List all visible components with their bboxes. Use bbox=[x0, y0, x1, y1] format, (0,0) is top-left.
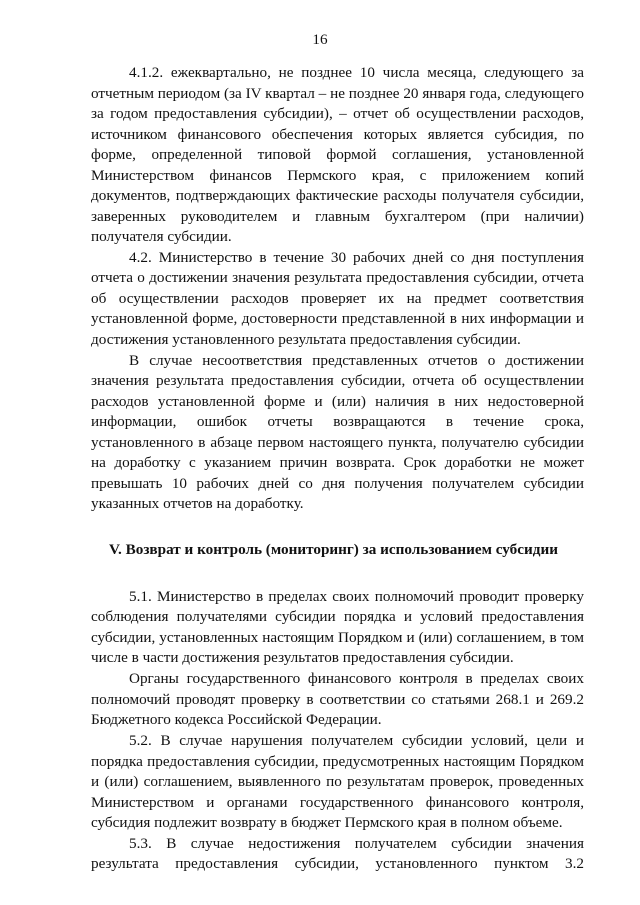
paragraph-4-2: 4.2. Министерство в течение 30 рабочих дней со дня поступления отчета о достижении значения результата предоставления субсидии, отчета об осуществлении расходов проверяет их на предмет соответствия установленной форме, достоверности представленной в них информации и достижения установленного результата предоставления субсидии. bbox=[91, 248, 584, 348]
paragraph-5-2: 5.2. В случае нарушения получателем субсидии условий, цели и порядка предоставления субсидии, предусмотренных настоящим Порядком и (или) соглашением, выявленного по результатам проверок, проведенных Министерством и органами государственного финансового контроля, субсидия подлежит возврату в бюджет Пермского края в полном объеме. bbox=[91, 732, 584, 832]
paragraph-5-3: 5.3. В случае недостижения получателем субсидии значения результата предоставления субсидии, установленного пунктом 3.2 bbox=[91, 834, 584, 873]
paragraph-financial-control: Органы государственного финансового контроля в пределах своих полномочий проводят проверку в соответствии со статьями 268.1 и 269.2 Бюджетного кодекса Российской Федерации. bbox=[91, 670, 584, 729]
document-body bbox=[91, 63, 584, 875]
page-number: 16 bbox=[312, 31, 328, 48]
paragraph-reports-mismatch: В случае несоответствия представленных отчетов о достижении значения результата предоставления субсидии, отчета об осуществлении расходов установленной форме и (или) наличия в них недостоверной информации, ошибок отчеты возвращаются в течение срока, установленного в абзаце первом настоящего пункта, получателю субсидии на доработку с указанием причин возврата. Срок доработки не может превышать 10 рабочих дней со дня получения получателем субсидии указанных отчетов на доработку. bbox=[91, 351, 584, 513]
paragraph-5-1: 5.1. Министерство в пределах своих полномочий проводит проверку соблюдения получателями субсидии порядка и условий предоставления субсидии, установленных настоящим Порядком и (или) соглашением, в том числе в части достижения результатов предоставления субсидии. bbox=[91, 587, 584, 667]
section-heading: V. Возврат и контроль (мониторинг) за использованием субсидии bbox=[109, 540, 558, 558]
paragraph-4-1-2: 4.1.2. ежеквартально, не позднее 10 числа месяца, следующего за отчетным периодом (за IV квартал – не позднее 20 января года, следующего за годом предоставления субсидии), – отчет об осуществлении расходов, источником финансового обеспечения которых является субсидия, по форме, определенной типовой формой соглашения, установленной Министерством финансов Пермского края, с приложением копий документов, подтверждающих фактические расходы получателя субсидии, заверенных руководителем и главным бухгалтером (при наличии) получателя субсидии. bbox=[91, 64, 584, 245]
